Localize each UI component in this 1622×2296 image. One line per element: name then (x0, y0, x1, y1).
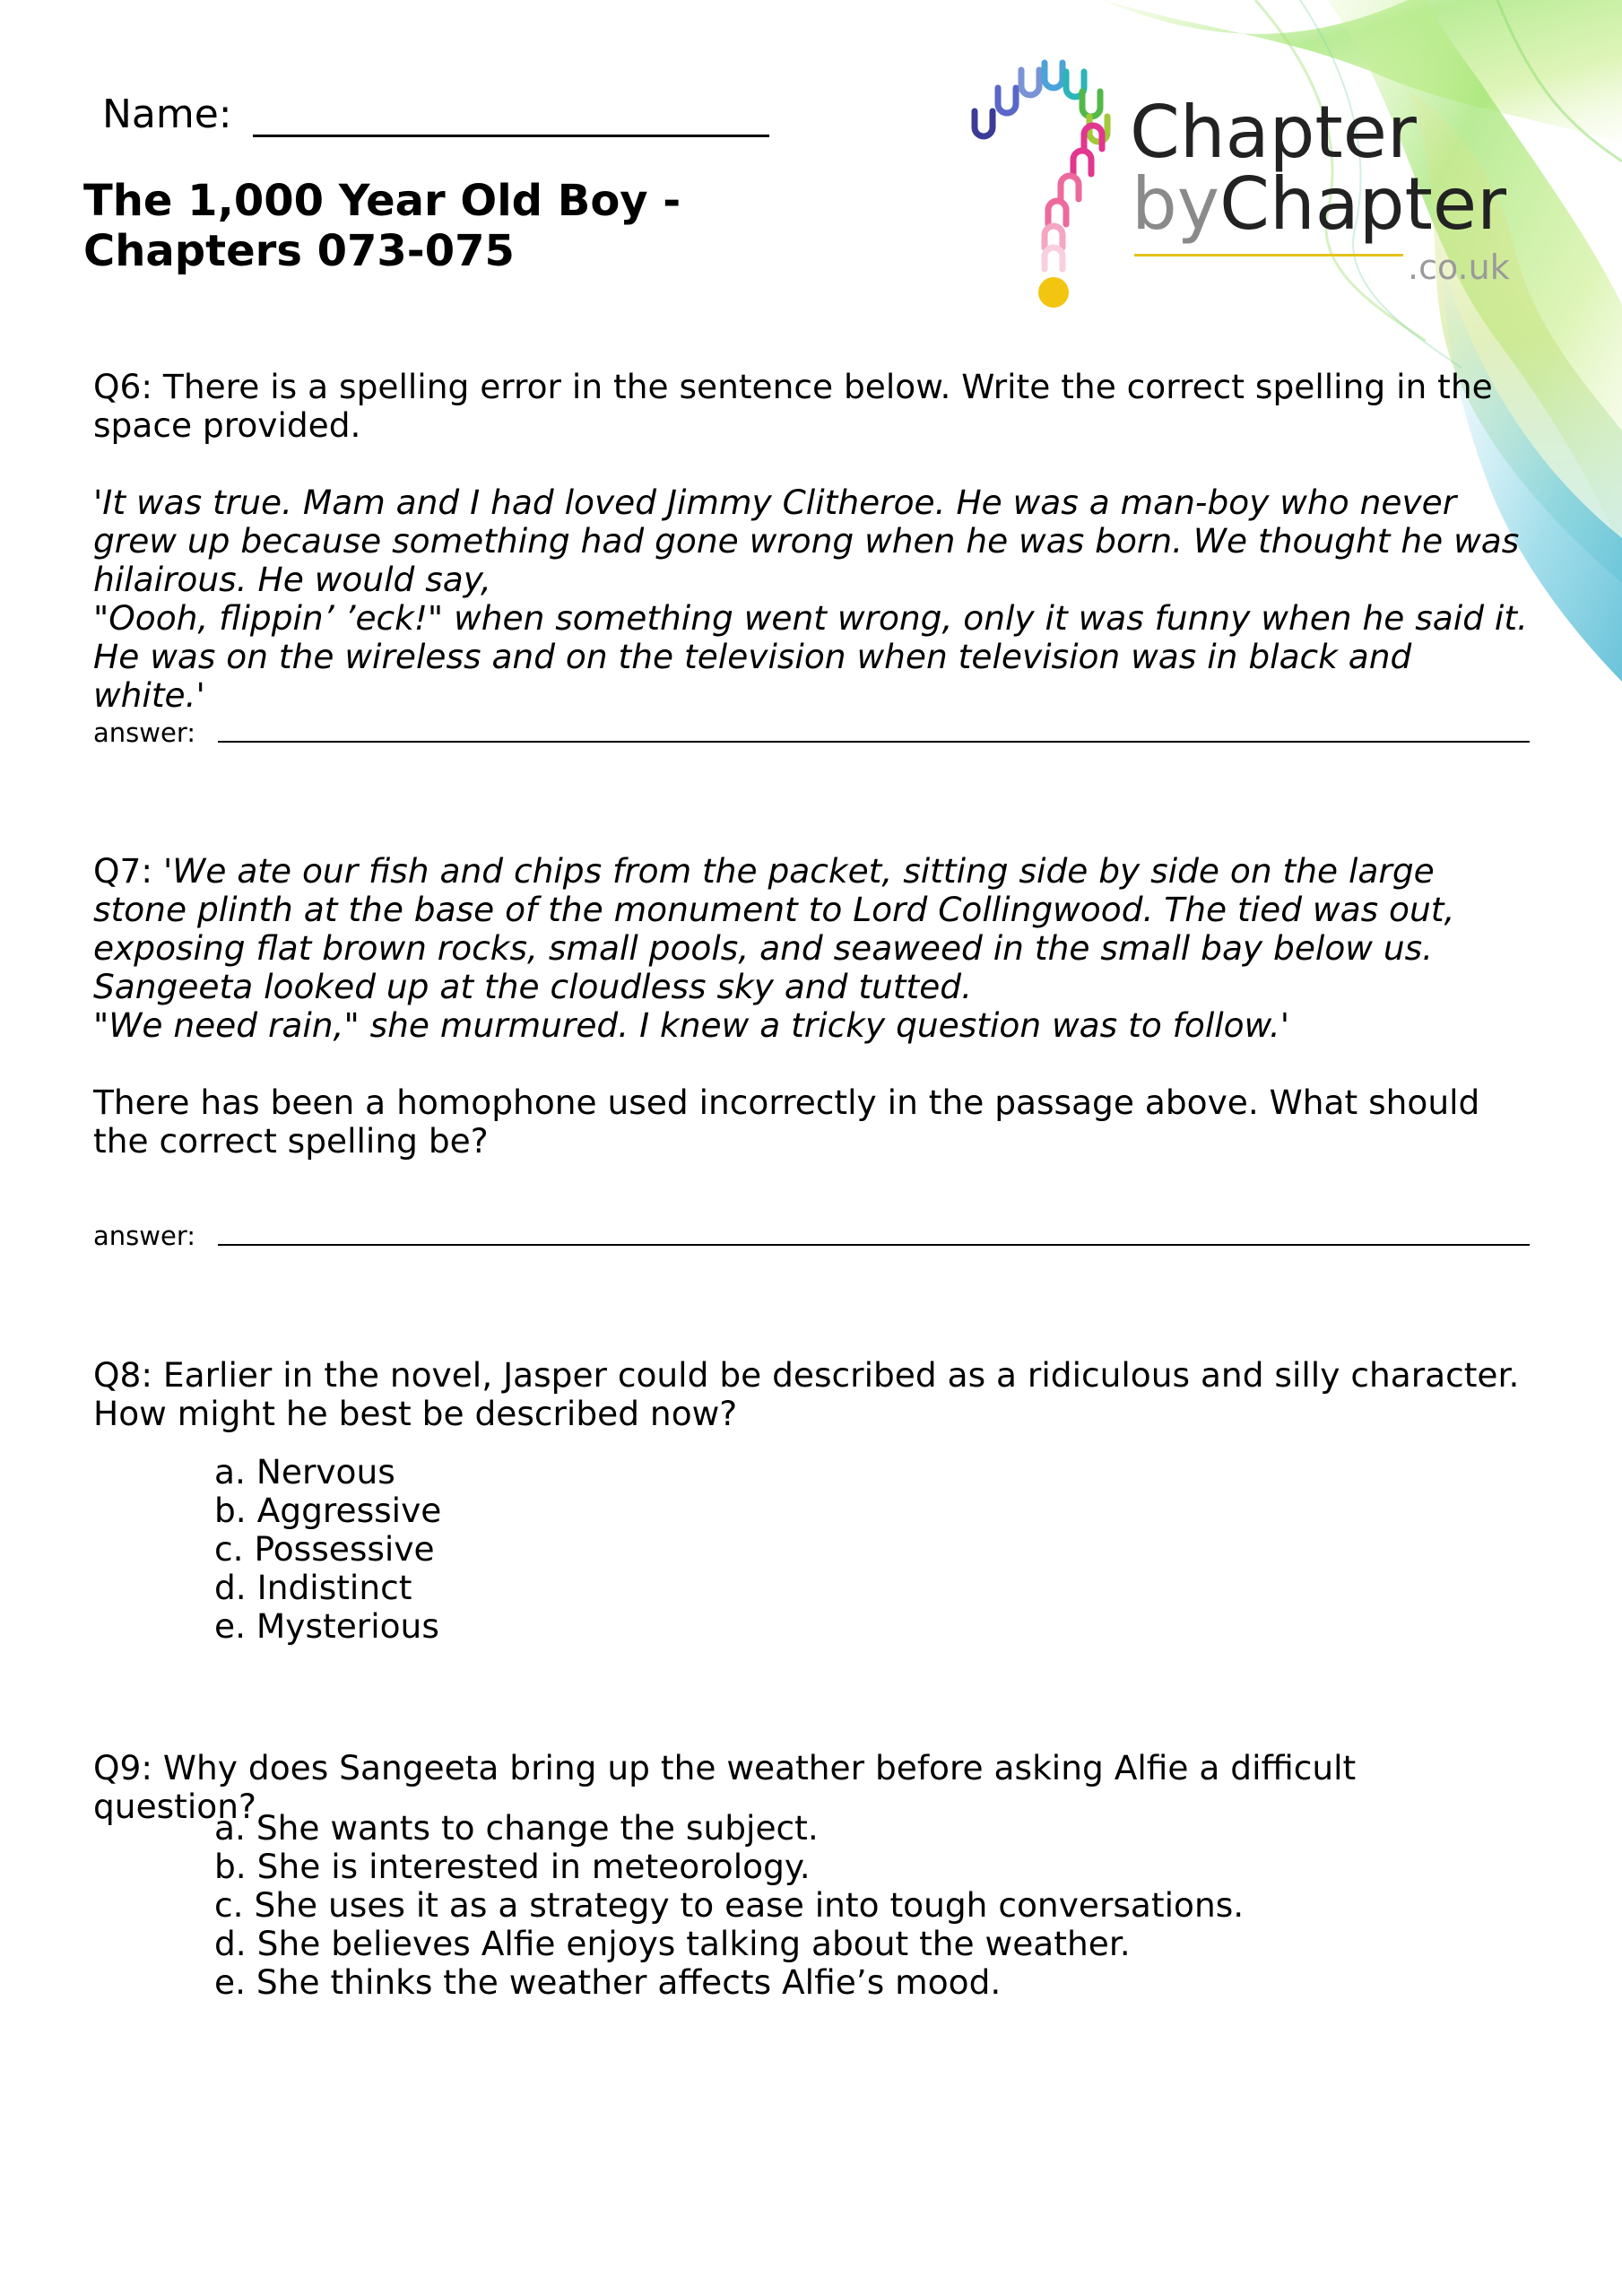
question-7-number: Q7: (93, 851, 153, 891)
question-9-options (214, 1809, 1244, 2002)
question-9-prompt: Q9: Why does Sangeeta bring up the weather before asking Alfie a difficult question? (93, 1748, 1357, 1826)
question-9-option-b[interactable]: b. She is interested in meteorology. (214, 1847, 811, 1886)
question-8-options (214, 1453, 441, 1646)
logo-underline (1134, 254, 1403, 257)
question-8-option-a[interactable]: a. Nervous (214, 1452, 395, 1492)
question-8-prompt: Q8: Earlier in the novel, Jasper could be described as a ridiculous and silly character. How might he best be described now? (93, 1355, 1520, 1433)
name-field-line[interactable] (253, 135, 769, 137)
chapter-by-chapter-logo-icon (964, 56, 1125, 311)
question-7-passage: 'We ate our fish and chips from the packet, sitting side by side on the large stone plinth at the base of the monument to Lord Collingwood. The tied was out, exposing flat brown rocks, small pools, and seaweed in the small bay below us. Sangeeta looked up at the cloudless sky and tutted. "We need rain," she murmured. I knew a tricky question was to follow.' (93, 851, 1455, 1045)
question-6-passage: 'It was true. Mam and I had loved Jimmy Clitheroe. He was a man-boy who never grew up because something had gone wrong when he was born. We thought he was hilairous. He would say, "Oooh, flippin’ ’eck!" when something went wrong, only it was funny when he said it. He was on the wireless and on the television when television was in black and white.' (93, 483, 1528, 715)
question-7-passage-block (93, 852, 1528, 1045)
question-9-option-e[interactable]: e. She thinks the weather affects Alfie’s mood. (214, 1962, 1002, 2002)
logo-text-chapter-2: Chapter (1219, 162, 1506, 246)
question-8-option-e[interactable]: e. Mysterious (214, 1606, 439, 1646)
question-9-option-c[interactable]: c. She uses it as a strategy to ease into tough conversations. (214, 1885, 1245, 1925)
question-6-prompt: Q6: There is a spelling error in the sentence below. Write the correct spelling in the space provided. (93, 367, 1493, 445)
question-6-answer-label: answer: (93, 718, 196, 748)
question-8 (93, 1356, 1528, 1433)
question-7-answer-label: answer: (93, 1221, 196, 1251)
question-9-option-a[interactable]: a. She wants to change the subject. (214, 1808, 819, 1848)
question-6 (93, 368, 1528, 715)
question-7-answer-line[interactable] (218, 1244, 1530, 1246)
logo-text-domain: .co.uk (1408, 248, 1510, 287)
question-8-option-b[interactable]: b. Aggressive (214, 1491, 442, 1530)
logo-text-bychapter (1132, 162, 1506, 246)
logo-text-chapter: Chapter (1130, 91, 1417, 174)
worksheet-title (83, 176, 681, 276)
title-line-1: The 1,000 Year Old Boy - (83, 176, 681, 226)
question-7-prompt: There has been a homophone used incorrectly in the passage above. What should the correct spelling be? (93, 1083, 1480, 1161)
question-7 (93, 852, 1528, 1161)
question-8-option-d[interactable]: d. Indistinct (214, 1568, 412, 1607)
name-label: Name: (102, 91, 232, 137)
logo-text-by: by (1132, 162, 1220, 246)
question-6-answer-line[interactable] (218, 741, 1530, 743)
question-8-option-c[interactable]: c. Possessive (214, 1529, 435, 1569)
title-line-2: Chapters 073-075 (83, 226, 515, 276)
question-9-option-d[interactable]: d. She believes Alfie enjoys talking about the weather. (214, 1924, 1131, 1963)
